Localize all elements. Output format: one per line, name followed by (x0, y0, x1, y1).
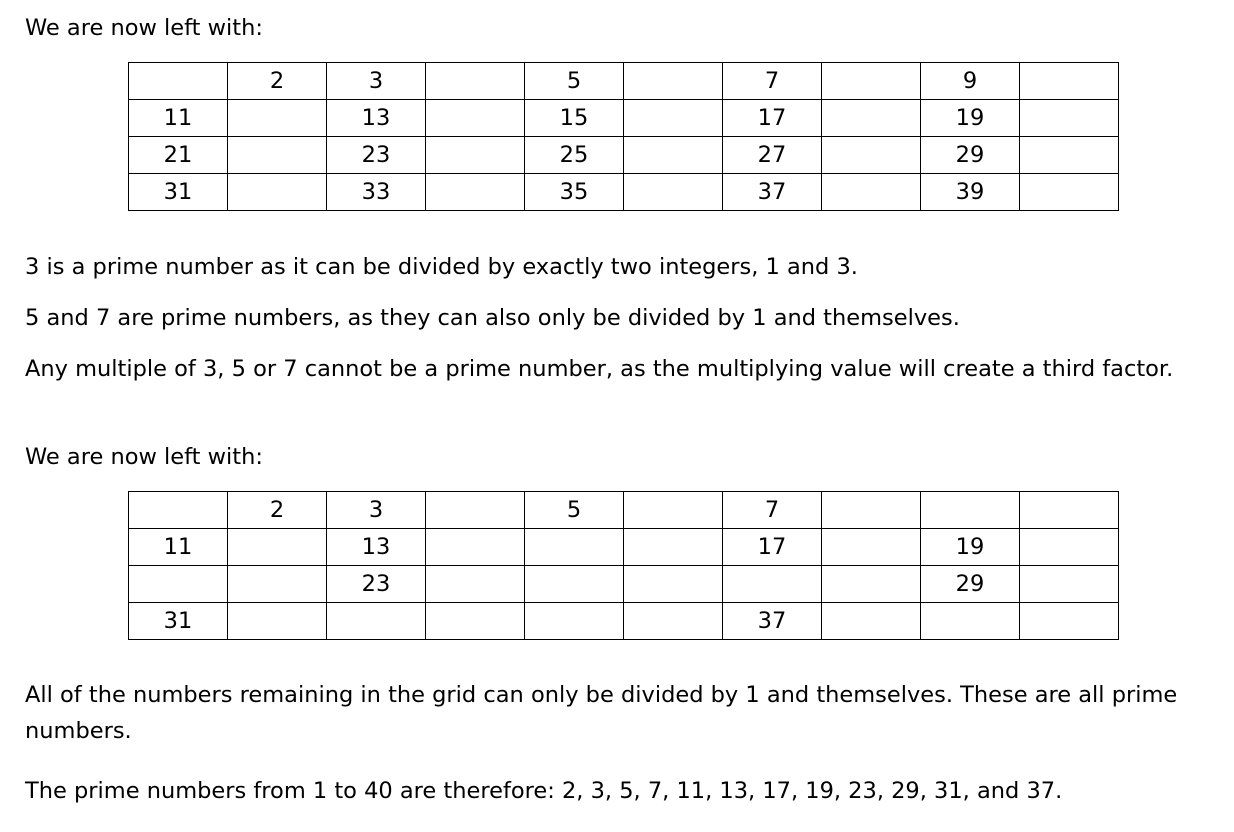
grid-cell (525, 529, 624, 566)
grid-cell (822, 100, 921, 137)
grid-cell (723, 566, 822, 603)
grid-cell: 37 (723, 174, 822, 211)
grid-cell (426, 529, 525, 566)
grid-cell (129, 566, 228, 603)
grid-cell (525, 603, 624, 640)
grid-cell: 13 (327, 529, 426, 566)
conclusion-prime-list: The prime numbers from 1 to 40 are therefore: 2, 3, 5, 7, 11, 13, 17, 19, 23, 29, 31, and 37. (25, 778, 1063, 804)
grid-cell (525, 566, 624, 603)
grid-cell: 11 (129, 529, 228, 566)
grid-cell: 29 (921, 566, 1020, 603)
grid-cell (426, 492, 525, 529)
grid-cell (129, 63, 228, 100)
grid-cell: 17 (723, 100, 822, 137)
grid-cell (822, 529, 921, 566)
grid-cell (228, 137, 327, 174)
grid-cell (624, 100, 723, 137)
heading-left-with-1: We are now left with: (25, 15, 263, 41)
grid-cell (1020, 492, 1119, 529)
grid-cell (1020, 100, 1119, 137)
grid-cell (1020, 603, 1119, 640)
grid-cell (327, 603, 426, 640)
grid-cell (228, 100, 327, 137)
grid-cell: 9 (921, 63, 1020, 100)
grid-cell (426, 63, 525, 100)
grid-cell (1020, 63, 1119, 100)
grid-row (129, 492, 1119, 529)
grid-cell: 5 (525, 63, 624, 100)
grid-cell: 2 (228, 492, 327, 529)
grid-cell: 33 (327, 174, 426, 211)
grid-cell: 3 (327, 492, 426, 529)
paragraph-remaining-primes: All of the numbers remaining in the grid can only be divided by 1 and themselves. These are all prime numbers. (25, 682, 1178, 744)
grid-cell: 23 (327, 566, 426, 603)
grid-cell: 21 (129, 137, 228, 174)
grid-cell (426, 566, 525, 603)
grid-row (129, 100, 1119, 137)
grid-cell (228, 529, 327, 566)
grid-cell (426, 603, 525, 640)
paragraph-five-seven-prime: 5 and 7 are prime numbers, as they can also only be divided by 1 and themselves. (25, 305, 960, 331)
number-grid-2 (128, 491, 1119, 640)
grid-cell: 29 (921, 137, 1020, 174)
grid-row (129, 63, 1119, 100)
grid-cell: 31 (129, 174, 228, 211)
grid-cell: 11 (129, 100, 228, 137)
heading-left-with-2: We are now left with: (25, 444, 263, 470)
grid-cell (1020, 174, 1119, 211)
grid-row (129, 529, 1119, 566)
grid-cell (624, 603, 723, 640)
grid-cell (921, 603, 1020, 640)
grid-cell (822, 566, 921, 603)
grid-row (129, 174, 1119, 211)
grid-cell (624, 63, 723, 100)
grid-cell (921, 492, 1020, 529)
grid-cell (426, 100, 525, 137)
grid-row (129, 566, 1119, 603)
grid-cell: 7 (723, 492, 822, 529)
grid-cell (822, 63, 921, 100)
grid-cell (624, 174, 723, 211)
paragraph-three-prime: 3 is a prime number as it can be divided by exactly two integers, 1 and 3. (25, 254, 858, 280)
grid-cell: 13 (327, 100, 426, 137)
number-grid-1 (128, 62, 1119, 211)
grid-cell: 17 (723, 529, 822, 566)
grid-cell: 3 (327, 63, 426, 100)
grid-cell: 39 (921, 174, 1020, 211)
grid-cell (228, 603, 327, 640)
grid-cell: 23 (327, 137, 426, 174)
grid-cell: 31 (129, 603, 228, 640)
grid-cell (1020, 137, 1119, 174)
grid-cell: 15 (525, 100, 624, 137)
grid-cell (624, 492, 723, 529)
grid-cell (228, 566, 327, 603)
grid-row (129, 603, 1119, 640)
grid-cell: 5 (525, 492, 624, 529)
grid-cell (624, 566, 723, 603)
grid-cell: 25 (525, 137, 624, 174)
grid-cell: 35 (525, 174, 624, 211)
grid-cell (822, 174, 921, 211)
grid-cell (426, 137, 525, 174)
grid-cell: 19 (921, 100, 1020, 137)
grid-cell (822, 492, 921, 529)
grid-cell (129, 492, 228, 529)
grid-cell: 7 (723, 63, 822, 100)
grid-cell (1020, 529, 1119, 566)
grid-cell (228, 174, 327, 211)
grid-cell (822, 137, 921, 174)
grid-cell: 37 (723, 603, 822, 640)
grid-cell (624, 529, 723, 566)
grid-cell: 2 (228, 63, 327, 100)
grid-cell: 27 (723, 137, 822, 174)
grid-cell: 19 (921, 529, 1020, 566)
paragraph-multiples: Any multiple of 3, 5 or 7 cannot be a prime number, as the multiplying value will create a third factor. (25, 356, 1174, 382)
grid-cell (624, 137, 723, 174)
grid-cell (822, 603, 921, 640)
grid-cell (426, 174, 525, 211)
grid-row (129, 137, 1119, 174)
grid-cell (1020, 566, 1119, 603)
